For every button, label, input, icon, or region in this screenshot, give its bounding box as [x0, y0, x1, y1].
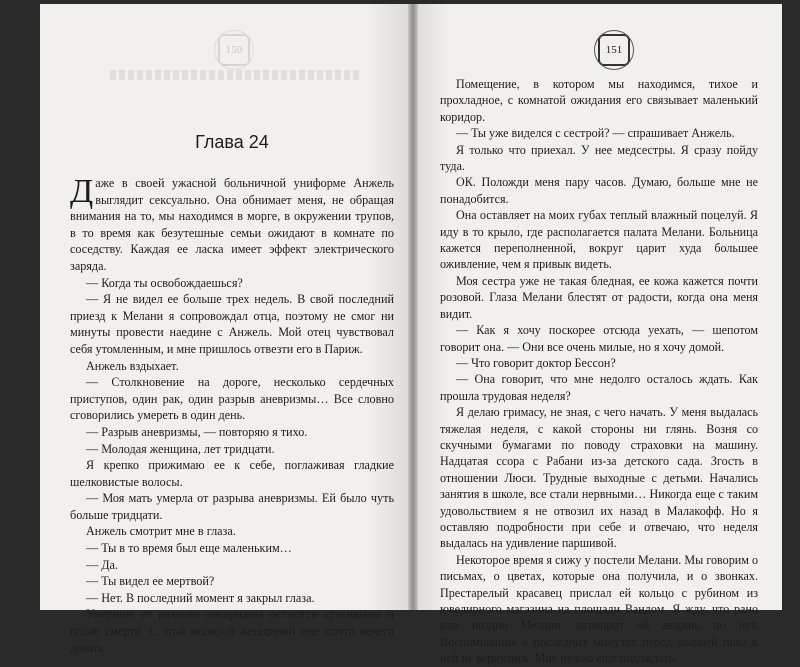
book-spread	[40, 4, 782, 666]
left-page-number: 150	[218, 34, 250, 66]
opening-paragraph	[70, 175, 394, 275]
book-gutter	[408, 4, 418, 610]
paragraph: — Я не видел ее больше трех недель. В свой последний приезд к Мелани я сопровождал отца, поэтому не смог ни минуты провести наедине с Анжель. Мой отец чувствовал себя утомленным, и мне пришлось отвезти его в Париж.	[70, 292, 394, 356]
paragraph: Моя сестра уже не такая бледная, ее кожа кажется почти розовой. Глаза Мелани блестят от радости, когда она меня видит.	[440, 273, 758, 321]
left-page-body	[70, 175, 394, 656]
show-through-text	[110, 70, 360, 80]
paragraph: Анжель смотрит мне в глаза.	[86, 524, 236, 539]
paragraph: — Что говорит доктор Бессон?	[456, 355, 616, 370]
paragraph: Я делаю гримасу, не зная, с чего начать. У меня выдалась тяжелая неделя, с какой стороны ни глянь. Возня со скучными бумагами по поводу страховки на машину. Надцатая ссора с Рабани из-за детского сада. Згость в отношении Люси. Трудные выходные с детьми. Начались занятия в школе, все стали нервными… Никогда еще с таким удовольствием я не отвозил их назад в Малакофф. Но я оставляю подробности при себе и отвечаю, что неделя выдалась на удивление паршивой.	[440, 405, 758, 551]
paragraph: — Ты видел ее мертвой?	[86, 574, 215, 589]
opening-paragraph-text: аже в своей ужасной больничной униформе Анжель выглядит сексуально. Она обнимает меня, не обращая внимания на то, мы находимся в морге, в окружении трупов, в то время как безутешные семьи ожидают в комнате по соседству. Каждая ее ласка имеет эффект электрического заряда.	[70, 176, 394, 273]
paragraph: Умершие от разрыва аневризмы остаются красивыми и после смерти. С этой молодой женщиной мне почти нечего делать.	[70, 607, 394, 655]
paragraph: — Когда ты освобождаешься?	[86, 275, 243, 290]
paragraph: — Столкновение на дороге, несколько сердечных приступов, один рак, один разрыв аневризмы… Все словно сговорились умереть в один день.	[70, 375, 394, 423]
right-page-body	[440, 76, 758, 667]
left-page	[40, 4, 412, 655]
paragraph: — Моя мать умерла от разрыва аневризмы. Ей было чуть больше тридцати.	[70, 491, 394, 522]
paragraph: — Ты в то время был еще маленьким…	[86, 541, 292, 556]
paragraph: — Да.	[86, 557, 119, 572]
right-page	[412, 4, 782, 666]
paragraph: — Разрыв аневризмы, — повторяю я тихо.	[86, 424, 308, 439]
paragraph: — Она говорит, что мне недолго осталось ждать. Как прошла трудовая неделя?	[440, 372, 758, 403]
paragraph: Я только что приехал. У нее медсестры. Я сразу пойду туда.	[440, 142, 758, 174]
paragraph: — Ты уже виделся с сестрой? — спрашивает Анжель.	[456, 126, 735, 141]
paragraph: Анжель вздыхает.	[86, 358, 179, 373]
drop-cap: Д	[70, 173, 94, 210]
paragraph: Я крепко прижимаю ее к себе, поглаживая гладкие шелковистые волосы.	[70, 458, 394, 489]
chapter-title: Глава 24	[195, 132, 269, 152]
paragraph: — Молодая женщина, лет тридцати.	[86, 441, 275, 456]
paragraph: ОК. Положди меня пару часов. Думаю, больше мне не понадобится.	[440, 175, 758, 206]
paragraph: — Как я хочу поскорее отсюда уехать, — шепотом говорит она. — Они все очень милые, но я хочу домой.	[440, 323, 758, 354]
paragraph: Помещение, в котором мы находимся, тихое и прохладное, с комнатой ожидания его связывает маленький коридор.	[440, 77, 758, 124]
paragraph: Она оставляет на моих губах теплый влажный поцелуй. Я иду в то крыло, где располагается палата Мелани. Больница кажется переполненной, вокруг царит худа большее оживление, чем я привык видеть.	[440, 208, 758, 272]
right-page-number: 151	[598, 34, 630, 66]
paragraph: — Нет. В последний момент я закрыл глаза.	[86, 590, 315, 605]
paragraph: Некоторое время я сижу у постели Мелани. Мы говорим о письмах, о цветах, которые она получила, и о звонках. Престарелый красавец прислал ей кольцо с рубином из ювелирного магазина на площади Вандом. Я жду, что рано или поздно Мелани заговорит об аварии, но нет. Воспоминания о последних минутах перед аварией пока к ней не вернулись. Мне нужно еще подождать.	[440, 552, 758, 666]
